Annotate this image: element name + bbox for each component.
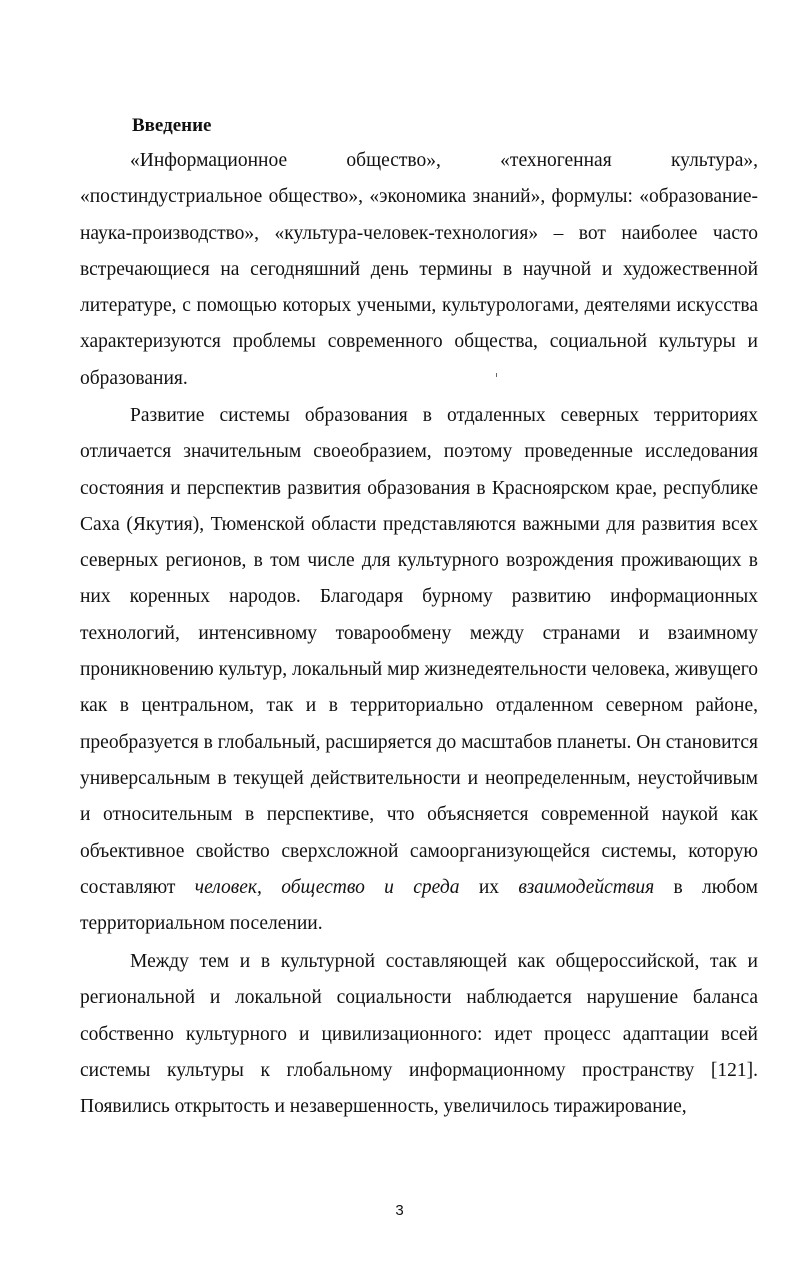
page-number: 3 xyxy=(395,1202,404,1219)
paragraph-2-text-end: в любом территориальном поселении. xyxy=(80,876,758,935)
paragraph-3: Между тем и в культурной составляющей как общероссийской, так и региональной и локальной социальности наблюдается нарушение баланса собственно культурного и цивилизационного: идет процесс адаптации всей системы культуры к глобальному информационному пространству [121]. Появились открытость и незавершенность, увеличилось тиражирование, xyxy=(80,951,758,1118)
scan-speck xyxy=(496,373,497,377)
paragraph-2-italic-terms: человек, общество и среда xyxy=(194,876,460,898)
paragraph-2-text-middle: их xyxy=(459,876,519,898)
section-heading: Введение xyxy=(132,115,212,136)
paragraph-2-italic-interaction: взаимодействия xyxy=(518,876,655,898)
paragraph-2 xyxy=(80,398,758,942)
paragraph-1: «Информационное общество», «техногенная культура», «постиндустриальное общество», «экономика знаний», формулы: «образование-наука-производство», «культура-человек-технология» – вот наиболее часто встречающиеся на сегодняшний день термины в научной и художественной литературе, с помощью которых учеными, культурологами, деятелями искусства характеризуются проблемы современного общества, социальной культуры и образования. xyxy=(80,150,758,389)
paragraph-2-text-start: Развитие системы образования в отдаленных северных территориях отличается значительным своеобразием, поэтому проведенные исследования состояния и перспектив развития образования в Красноярском крае, республике Саха (Якутия), Тюменской области представляются важными для развития всех северных регионов, в том числе для культурного возрождения проживающих в них коренных народов. Благодаря бурному развитию информационных технологий, интенсивному товарообмену между странами и взаимному проникновению культур, локальный мир жизнедеятельности человека, живущего как в центральном, так и в территориально отдаленном северном районе, преобразуется в глобальный, расширяется до масштабов планеты. Он становится универсальным в текущей действительности и неопределенным, неустойчивым и относительным в перспективе, что объясняется современной наукой как объективное свойство сверхсложной самоорганизующейся системы, которую составляют xyxy=(80,405,758,898)
